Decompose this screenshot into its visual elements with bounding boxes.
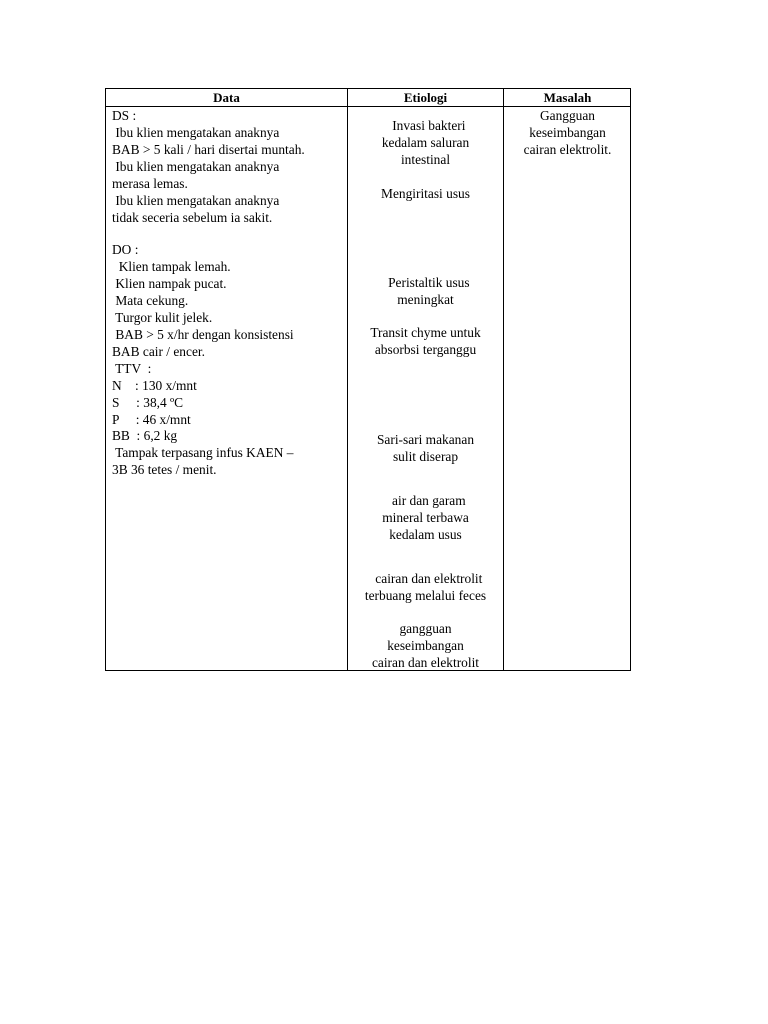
ds-line: Ibu klien mengatakan anaknya <box>112 125 280 140</box>
do-line: P : 46 x/mnt <box>112 412 191 427</box>
do-line: Turgor kulit jelek. <box>112 310 213 325</box>
do-line: S : 38,4 ºC <box>112 395 184 410</box>
do-line: Tampak terpasang infus KAEN – <box>112 445 294 460</box>
ds-label: DS : <box>112 108 137 123</box>
ds-line: Ibu klien mengatakan anaknya <box>112 159 280 174</box>
header-etiologi: Etiologi <box>403 90 448 105</box>
column-divider <box>503 89 504 670</box>
masalah-text: Gangguan keseimbangan cairan elektrolit. <box>523 108 612 157</box>
etiologi-item: air dan garam mineral terbawa kedalam usus <box>382 493 469 542</box>
etiologi-item: Peristaltik usus meningkat <box>388 275 470 307</box>
ds-line: BAB > 5 kali / hari disertai muntah. <box>112 142 305 157</box>
etiologi-item: Mengiritasi usus <box>381 186 470 201</box>
assessment-table <box>105 88 631 671</box>
do-line: Klien nampak pucat. <box>112 276 227 291</box>
etiologi-item: gangguan keseimbangan cairan dan elektrolit <box>371 621 480 670</box>
etiologi-item: Sari-sari makanan sulit diserap <box>376 432 475 464</box>
do-line: Mata cekung. <box>112 293 189 308</box>
do-line: Klien tampak lemah. <box>112 259 231 274</box>
header-data: Data <box>213 90 240 105</box>
etiologi-item: cairan dan elektrolit terbuang melalui feces <box>364 571 487 603</box>
etiologi-item: Invasi bakteri kedalam saluran intestinal <box>381 118 470 167</box>
do-line: N : 130 x/mnt <box>112 378 197 393</box>
do-line: 3B 36 tetes / menit. <box>112 462 217 477</box>
do-line: TTV : <box>112 361 152 376</box>
ds-line: merasa lemas. <box>112 176 188 191</box>
do-line: BB : 6,2 kg <box>112 428 178 443</box>
header-masalah: Masalah <box>543 90 592 105</box>
ds-line: tidak seceria sebelum ia sakit. <box>112 210 273 225</box>
do-line: BAB > 5 x/hr dengan konsistensi <box>112 327 294 342</box>
etiologi-item: Transit chyme untuk absorbsi terganggu <box>370 325 481 357</box>
do-line: BAB cair / encer. <box>112 344 205 359</box>
ds-line: Ibu klien mengatakan anaknya <box>112 193 280 208</box>
do-label: DO : <box>112 242 139 257</box>
